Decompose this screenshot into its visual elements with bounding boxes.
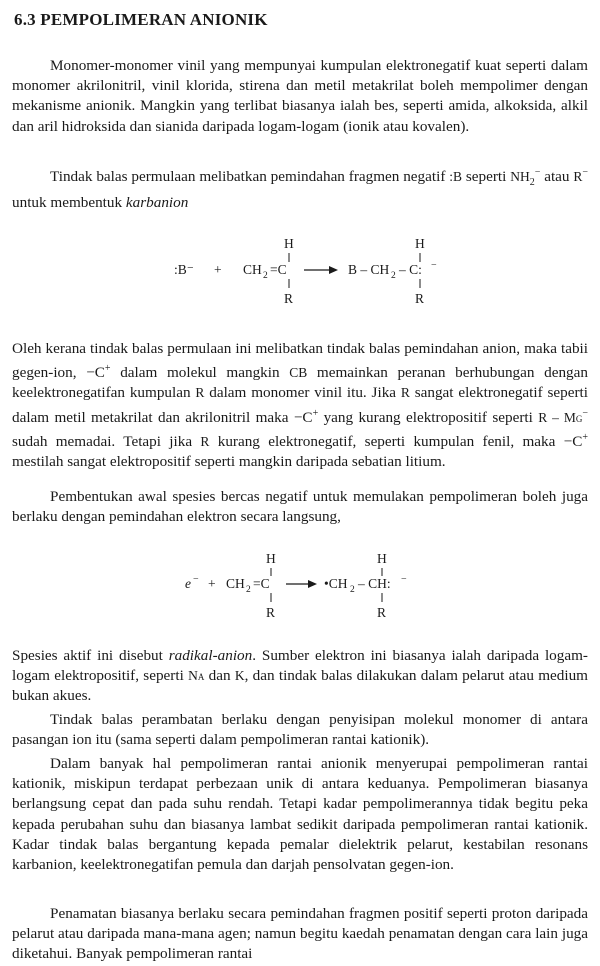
paragraph-gegen-ion: Oleh kerana tindak balas permulaan ini melibatkan tindak balas pemindahan anion, maka tabii gegen-ion, −C+ dalam molekul mangkin CB memainkan peranan berhubungan dengan keelektronegatifan kumpulan R dalam monomer vinil itu. Jika R sangat elektronegatif seperti dalam metil metakrilat dan akrilonitril maka −C+ yang kurang elektropositif seperti R – Mg− sudah memadai. Tetapi jika R kurang elektronegatif, seperti kumpulan fenil, maka −C+ mestilah sangat elektropositif seperti mangkin daripada sebatian litium. [12,340,589,471]
eq1-product: B – CH [348,262,390,277]
paragraph-rantai-anionik: Dalam banyak hal pempolimeran rantai anionik menyerupai pempolimeran rantai kationik, miskipun terdapat perbezaan unik di antara keduanya. Pempolimeran biasanya berlangsung cepat dan pada suhu rendah. Tetapi kadar pempolimerannya tidak begitu peka kepada perubahan suhu dan biasanya lambat sedikit daripada pempolimeran rantai kationik. Kadar tindak balas bergantung kepada pemalar dielektrik pelarut, kestabilan resonans karbanion, keelektronegatifan pemula dan darjah pensolvatan gegen-ion. [12,755,588,874]
eq1-product-sub: 2 [391,271,396,281]
eq1-h-top: H [284,236,294,251]
paragraph-spesies-aktif: Spesies aktif ini disebut radikal-anion. Sumber elektron ini biasanya ialah daripada logam-logam elektropositif, seperti Na dan K, dan tindak balas dilakukan dalam pelarut atau medium bukan akues. [12,647,588,705]
eq2-ch2: CH [226,576,245,591]
eq2-plus: + [208,576,216,591]
eq1-ch2: CH [243,262,262,277]
eq1-product-tail: – C: [399,262,422,277]
eq2-product-sub: 2 [350,585,355,595]
eq1-arrow-head [329,266,338,274]
eq2-h-top-product: H [377,551,387,566]
eq1-reactant-b: :B⁻ [174,262,194,277]
eq1-ch2-sub: 2 [263,271,268,281]
paragraph-pembentukan-awal: Pembentukan awal spesies bercas negatif untuk memulakan pempolimeran boleh juga berlaku dengan pemindahan elektron secara langsung, [12,488,588,526]
paragraph-perambatan: Tindak balas perambatan berlaku dengan penyisipan molekul monomer di antara pasangan ion itu (sama seperti dalam pempolimeran rantai kationik). [12,711,588,749]
eq2-product-charge: − [401,574,407,585]
eq2-double-bond-c: =C [253,576,270,591]
equation-electron-transfer [0,548,600,628]
equation-carbanion-initiation [0,232,600,312]
eq2-electron-charge: − [193,574,199,585]
eq2-r-bottom-product: R [377,605,387,620]
section-heading: 6.3 PEMPOLIMERAN ANIONIK [14,10,268,29]
paragraph-monomer-vinil: Monomer-monomer vinil yang mempunyai kumpulan elektronegatif kuat seperti dalam monomer akrilonitril, vinil klorida, stirena dan metil metakrilat boleh mempolimer dengan mekanisme anionik. Mangkin yang terlibat biasanya ialah bes, seperti amida, alkoksida, alkil dan aril hidroksida dan sianida daripada logam-logam (ionik atau kovalen). [12,57,588,135]
eq1-double-bond-c: =C [270,262,287,277]
eq1-r-bottom: R [284,291,294,306]
eq2-product: •CH [324,576,348,591]
eq2-ch2-sub: 2 [246,585,251,595]
paragraph-penamatan: Penamatan biasanya berlaku secara pemindahan fragmen positif seperti proton daripada pelarut atau daripada mana-mana agen; namun begitu kaedah penamatan dengan cara lain juga diketahui. Banyak pempolimeran rantai [12,905,588,963]
paragraph-tindak-balas-permulaan: Tindak balas permulaan melibatkan pemindahan fragmen negatif :B seperti $NH_2^-$ atau R− untuk membentuk karbanion [12,167,589,212]
eq2-arrow-head [308,580,317,588]
eq1-r-bottom-product: R [415,291,425,306]
eq1-product-charge: − [431,260,437,271]
eq2-product-tail: – CH: [358,576,391,591]
eq1-plus: + [214,262,222,277]
eq2-electron: e [185,576,191,591]
eq2-r-bottom: R [266,605,276,620]
eq1-h-top-product: H [415,236,425,251]
eq2-h-top: H [266,551,276,566]
